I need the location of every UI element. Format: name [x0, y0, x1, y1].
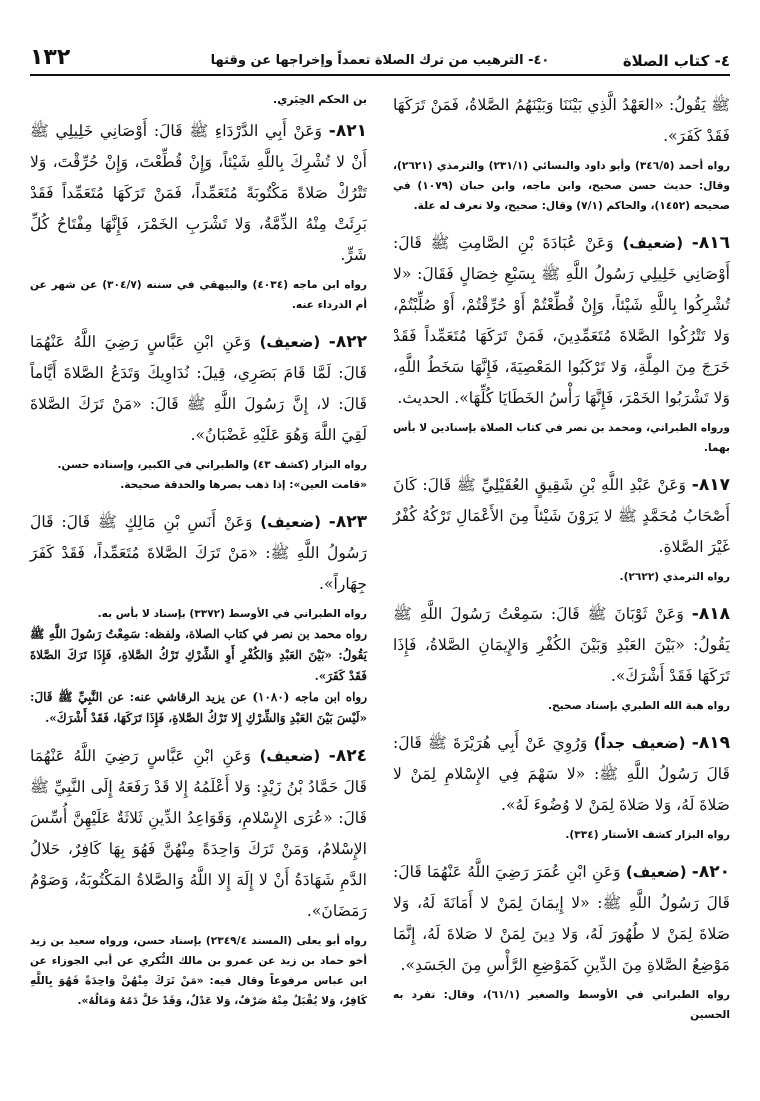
chapter-title: ٤- كتاب الصلاة [622, 52, 730, 70]
hadith-number: ٨٢٣- [328, 512, 367, 532]
hadith-text: وَعَنْ أَنَسِ بْنِ مَالِكٍ ﷺ قَالَ: قَالَ رَسُولُ اللَّهِ ﷺ: «مَنْ تَرَكَ الصَّلاةَ مُتَعَمِّداً، فَقَدْ كَفَرَ جِهَاراً». [30, 513, 367, 593]
hadith-grade: (ضعيف) [260, 513, 321, 531]
hadith-reference: رواه أحمد (٣٤٦/٥) وأبو داود والنسائي (٢٣١/١) والترمذي (٢٦٢١)، وقال: حديث حسن صحيح، وابن ماجه، وابن حبان (١٠٧٩) في صحيحه (١٤٥٢)، والحاكم (٧/١) وقال: صحيح، ولا نعرف له علة. [393, 160, 731, 212]
hadith-818 [393, 599, 730, 716]
hadith-reference: رواه الطبراني في الأوسط (٣٣٧٢) بإسناد لا بأس به. [97, 608, 367, 620]
hadith-text: وَرُوِيَ عَنْ أَبِي هُرَيْرَةَ ﷺ قَالَ: قَالَ رَسُولُ اللَّهِ ﷺ: «لا سَهْمَ فِي الإِسْلامِ لِمَنْ لا صَلاةَ لَهُ، وَلا صَلاةَ لِمَنْ لا وُضُوءَ لَهُ». [393, 734, 730, 814]
right-column [393, 90, 730, 1037]
hadith-reference: رواه الترمذي (٢٦٢٢). [619, 571, 730, 583]
hadith-grade: (ضعيف) [625, 863, 687, 881]
page-header [30, 30, 730, 76]
hadith-822 [30, 327, 367, 495]
hadith-grade: (ضعيف) [259, 747, 321, 765]
hadith-reference: رواه البزار (كشف ٤٣) والطبراني في الكبير، وإسناده حسن. [57, 459, 367, 471]
hadith-reference: رواه هبة الله الطبري بإسناد صحيح. [548, 700, 730, 712]
hadith-815-end [393, 90, 730, 216]
hadith-text: وَعَنْ أَبِي الدَّرْدَاءِ ﷺ قَالَ: أَوْصَانِي خَلِيلِي ﷺ أَنْ لا تُشْرِكَ بِاللَّهِ شَيْئاً، وَإِنْ قُطِّعْتَ، وَإِنْ حُرِّقْتَ، وَلا تَتْرُكْ صَلاةً مَكْتُوبَةً مُتَعَمِّداً، فَمَنْ تَرَكَهَا مُتَعَمِّداً فَقَدْ بَرِئَتْ مِنْهُ الذِّمَّةُ، وَلا تَشْرَبِ الخَمْرَ، فَإِنَّهَا مِفْتَاحُ كُلِّ شَرٍّ. [30, 122, 367, 264]
hadith-number: ٨١٦- [691, 233, 730, 253]
hadith-grade: (ضعيف) [622, 234, 684, 252]
hadith-text: وَعَنِ ابْنِ عُمَرَ رَضِيَ اللَّهُ عَنْهُمَا قَالَ: قَالَ رَسُولُ اللَّهِ ﷺ: «لا إِيمَانَ لِمَنْ لا أَمَانَةَ لَهُ، وَلا صَلاةَ لِمَنْ لا طُهُورَ لَهُ، وَلا دِينَ لِمَنْ لا صَلاةَ لَهُ، إِنَّمَا مَوْضِعُ الصَّلاةِ مِنَ الدِّينِ كَمَوْضِعِ الرَّأْسِ مِنَ الجَسَدِ». [393, 863, 730, 974]
hadith-number: ٨٢١- [328, 121, 367, 141]
continued-reference: بن الحكم الحِبَري. [273, 93, 367, 106]
hadith-reference: رواه الطبراني في الأوسط والصغير (٦١/١)، وقال: تفرد به الحسين [393, 989, 730, 1021]
hadith-823 [30, 507, 367, 729]
hadith-number: ٨٢٤- [328, 746, 367, 766]
hadith-text: وَعَنْ ثَوْبَانَ ﷺ قَالَ: سَمِعْتُ رَسُولَ اللَّهِ ﷺ يَقُولُ: «بَيْنَ العَبْدِ وَبَيْنَ الكُفْرِ وَالإِيمَانِ الصَّلاةُ، فَإِذَا تَرَكَهَا فَقَدْ أَشْرَكَ». [393, 605, 730, 685]
hadith-821 [30, 116, 367, 315]
hadith-824 [30, 741, 367, 1011]
section-title: ٤٠- الترهيب من ترك الصلاة تعمداً وإخراجها عن وقتها [210, 53, 550, 68]
hadith-reference: ورواه الطبراني، ومحمد بن نصر في كتاب الصلاة بإسنادين لا بأس بهما. [393, 422, 730, 454]
hadith-reference: رواه أبو يعلى (المسند ٢٣٤٩/٤) بإسناد حسن، ورواه سعيد بن زيد أخو حماد بن زيد عن عمرو بن مالك النُّكري عن أبي الجوزاء عن ابن عباس مرفوعاً وقال فيه: «مَنْ تَرَكَ مِنْهُنَّ وَاحِدَةً فَهُوَ بِاللَّهِ كَافِرٌ، وَلا يُقْبَلُ مِنْهُ صَرْفٌ، وَلا عَدْلٌ، وَقَدْ حَلَّ دَمُهُ وَمَالُهُ». [30, 935, 367, 1007]
hadith-text: وَعَنْ عَبْدِ اللَّهِ بْنِ شَقِيقٍ العُقَيْلِيِّ ﷺ قَالَ: كَانَ أَصْحَابُ مُحَمَّدٍ ﷺ لا يَرَوْنَ شَيْئاً مِنَ الأَعْمَالِ تَرْكُهُ كُفْرٌ غَيْرَ الصَّلاةِ. [393, 476, 730, 556]
hadith-text: وَعَنِ ابْنِ عَبَّاسٍ رَضِيَ اللَّهُ عَنْهُمَا قَالَ: لَمَّا قَامَ بَصَرِي، قِيلَ: نُدَاوِيكَ وَتَدَعُ الصَّلاةَ أَيَّاماً قَالَ: لا، إِنَّ رَسُولَ اللَّهِ ﷺ قَالَ: «مَنْ تَرَكَ الصَّلاةَ لَقِيَ اللَّهَ وَهُوَ عَلَيْهِ غَضْبَانُ». [30, 333, 367, 444]
hadith-reference: رواه ابن ماجه (٤٠٣٤) والبيهقي في سننه (٣٠٤/٧) عن شهر عن أم الدرداء عنه. [30, 279, 368, 311]
left-column [30, 90, 367, 1037]
hadith-number: ٨١٧- [691, 475, 730, 495]
hadith-grade: (ضعيف) [259, 333, 321, 351]
hadith-gloss: «قامت العين»: إذا ذهب بصرها والحدقة صحيحة. [120, 479, 367, 491]
text-columns [30, 90, 730, 1037]
hadith-variant: رواه محمد بن نصر في كتاب الصلاة، ولفظه: سَمِعْتُ رَسُولَ اللَّهِ ﷺ يَقُولُ: «بَيْنَ العَبْدِ وَالكُفْرِ أَوِ الشِّرْكِ تَرْكُ الصَّلاةِ، فَإِذَا تَرَكَ الصَّلاةَ فَقَدْ كَفَرَ». [30, 627, 367, 683]
hadith-variant-2: رواه ابن ماجه (١٠٨٠) عن يزيد الرقاشي عنه: عن النَّبِيِّ ﷺ قَالَ: «لَيْسَ بَيْنَ العَبْدِ وَالشِّرْكِ إِلا تَرْكُ الصَّلاةِ، فَإِذَا تَرَكَهَا، فَقَدْ أَشْرَكَ». [30, 690, 367, 725]
hadith-text: وَعَنْ عُبَادَةَ بْنِ الصَّامِتِ ﷺ قَالَ: أَوْصَانِي خَلِيلِي رَسُولُ اللَّهِ ﷺ بِسَبْعِ خِصَالٍ فَقَالَ: «لا تُشْرِكُوا بِاللَّهِ شَيْئاً، وَإِنْ قُطِّعْتُمْ أَوْ حُرِّقْتُمْ، أَوْ صُلِّبْتُمْ، وَلا تَتْرُكُوا الصَّلاةَ مُتَعَمِّدِينَ، فَمَنْ تَرَكَهَا مُتَعَمِّداً فَقَدْ خَرَجَ مِنَ المِلَّةِ، وَلا تَرْكَبُوا المَعْصِيَةَ، فَإِنَّهَا سَخَطُ اللَّهِ، وَلا تَشْرَبُوا الخَمْرَ، فَإِنَّهَا رَأْسُ الخَطَايَا كُلِّهَا». الحديث. [393, 234, 730, 407]
hadith-grade: (ضعيف جداً) [593, 734, 686, 752]
hadith-number: ٨٢٠- [691, 862, 730, 882]
hadith-820 [393, 857, 730, 1025]
page-number: ١٣٢ [30, 45, 71, 70]
hadith-817 [393, 470, 730, 587]
hadith-text: وَعَنِ ابْنِ عَبَّاسٍ رَضِيَ اللَّهُ عَنْهُمَا قَالَ حَمَّادُ بْنُ زَيْدٍ: وَلا أَعْلَمُهُ إِلا قَدْ رَفَعَهُ إِلَى النَّبِيِّ ﷺ قَالَ: «عُرَى الإِسْلامِ، وَقَوَاعِدُ الدِّينِ ثَلاثَةٌ عَلَيْهِنَّ أُسِّسَ الإِسْلامُ، وَمَنْ تَرَكَ وَاحِدَةً مِنْهُنَّ فَهُوَ بِهَا كَافِرٌ، حَلالُ الدَّمِ شَهَادَةُ أَنْ لا إِلَهَ إِلا اللَّهُ وَالصَّلاةُ المَكْتُوبَةُ، وَصَوْمُ رَمَضَانَ». [30, 747, 367, 920]
hadith-number: ٨٢٢- [328, 332, 367, 352]
hadith-816 [393, 228, 730, 458]
hadith-number: ٨١٩- [691, 733, 730, 753]
hadith-number: ٨١٨- [691, 604, 730, 624]
hadith-text: ﷺ يَقُولُ: «العَهْدُ الَّذِي بَيْنَنَا وَبَيْنَهُمُ الصَّلاةُ، فَمَنْ تَرَكَهَا فَقَدْ كَفَرَ». [393, 96, 730, 145]
hadith-reference: رواه البزار كشف الأستار (٣٣٤). [565, 829, 730, 841]
hadith-819 [393, 728, 730, 845]
